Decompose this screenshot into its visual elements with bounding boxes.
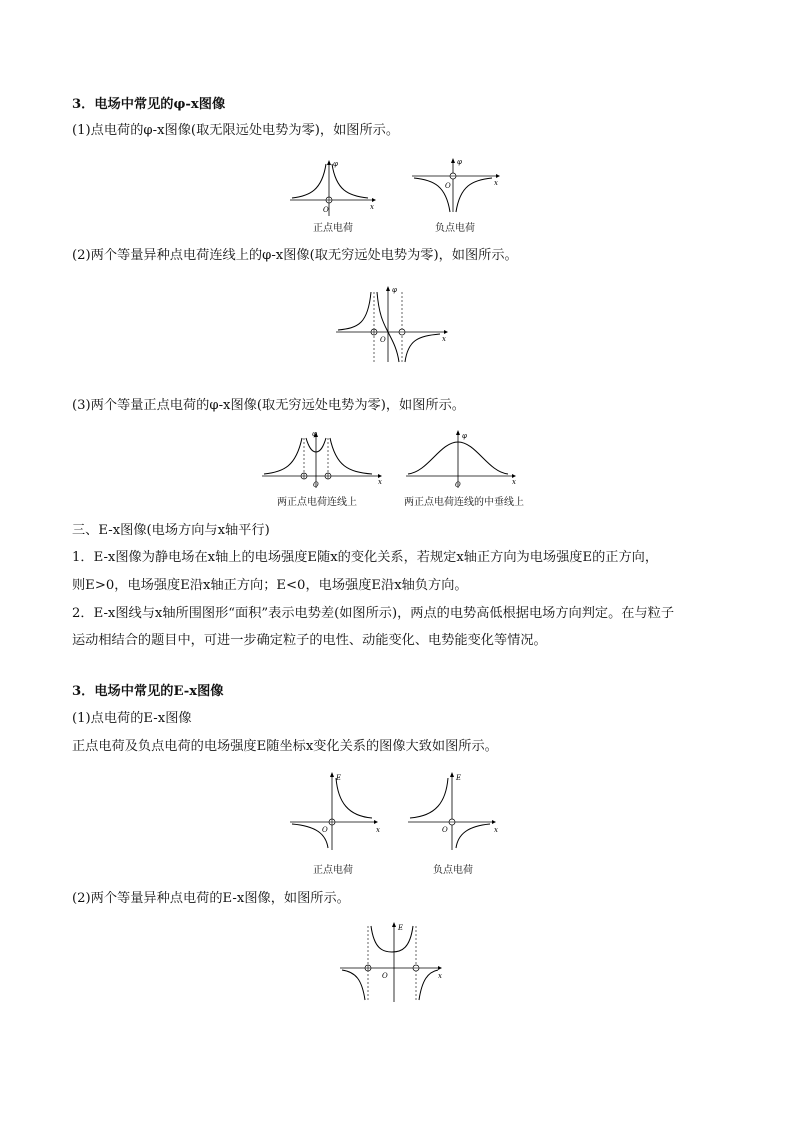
figure-dipole-phi [334,284,456,364]
caption-negative-charge: 负点电荷 [435,223,475,234]
x-axis-label: x [494,826,498,834]
origin-label: O [313,481,319,489]
caption-positive-charge: 正点电荷 [313,223,353,234]
figure-negative-charge-phi [410,158,502,218]
caption-two-positive-bisector: 两正点电荷连线的中垂线上 [404,497,524,508]
paragraph-e-x-1a: 1．E-x图像为静电场在x轴上的电场强度E随x的变化关系，若规定x轴正方向为电场强度E的正方向， [72,550,659,565]
x-axis-label: x [370,203,374,211]
phi-axis-label: φ [457,158,462,166]
x-axis-label: x [438,972,442,980]
e-axis-label: E [336,774,342,782]
paragraph-point-charge-phi: (1)点电荷的φ-x图像(取无限远处电势为零)，如图所示。 [72,123,400,138]
figure-two-positive-bisector-phi [404,430,524,492]
x-axis-label: x [494,179,498,187]
figure-positive-charge-phi [288,158,378,218]
caption-two-positive-line: 两正点电荷连线上 [277,497,357,508]
e-axis-label: E [398,924,404,932]
origin-label: O [442,826,448,834]
heading-e-x-common: 3．电场中常见的E-x图像 [72,684,224,699]
heading-phi-x: 3．电场中常见的φ-x图像 [72,97,226,112]
paragraph-two-positive-phi: (3)两个等量正点电荷的φ-x图像(取无穷远处电势为零)，如图所示。 [72,398,465,413]
phi-axis-label: φ [462,432,467,440]
phi-axis-label: φ [392,286,397,294]
e-axis-label: E [456,774,462,782]
figure-positive-charge-e [288,772,388,852]
paragraph-dipole-phi: (2)两个等量异种点电荷连线上的φ-x图像(取无穷远处电势为零)，如图所示。 [72,248,518,263]
phi-axis-label: φ [312,430,317,438]
figure-two-positive-line-phi [260,430,390,492]
paragraph-point-charge-e: (1)点电荷的E-x图像 [72,711,192,726]
caption-negative-charge-e: 负点电荷 [433,865,473,876]
origin-label: O [322,826,328,834]
origin-label: O [382,972,388,980]
paragraph-point-charge-e-desc: 正点电荷及负点电荷的电场强度E随坐标x变化关系的图像大致如图所示。 [72,739,498,754]
x-axis-label: x [378,478,382,486]
origin-label: O [380,336,386,344]
caption-positive-charge-e: 正点电荷 [313,865,353,876]
origin-label: O [455,481,461,489]
x-axis-label: x [376,826,380,834]
x-axis-label: x [512,478,516,486]
figure-negative-charge-e [406,772,506,852]
paragraph-e-x-1b: 则E>0，电场强度E沿x轴正方向；E<0，电场强度E沿x轴负方向。 [72,578,468,593]
heading-e-x: 三、E-x图像(电场方向与x轴平行) [72,523,270,538]
origin-label: O [445,182,451,190]
origin-label: O [323,206,329,214]
paragraph-e-x-2b: 运动相结合的题目中，可进一步确定粒子的电性、动能变化、电势能变化等情况。 [72,633,547,648]
paragraph-e-x-2a: 2．E-x图线与x轴所围图形“面积”表示电势差(如图所示)，两点的电势高低根据电场方向判定。在与粒子 [72,606,675,621]
figure-dipole-e [338,922,450,1004]
paragraph-dipole-e: (2)两个等量异种点电荷的E-x图像，如图所示。 [72,891,350,906]
phi-axis-label: φ [333,160,338,168]
x-axis-label: x [442,335,446,343]
